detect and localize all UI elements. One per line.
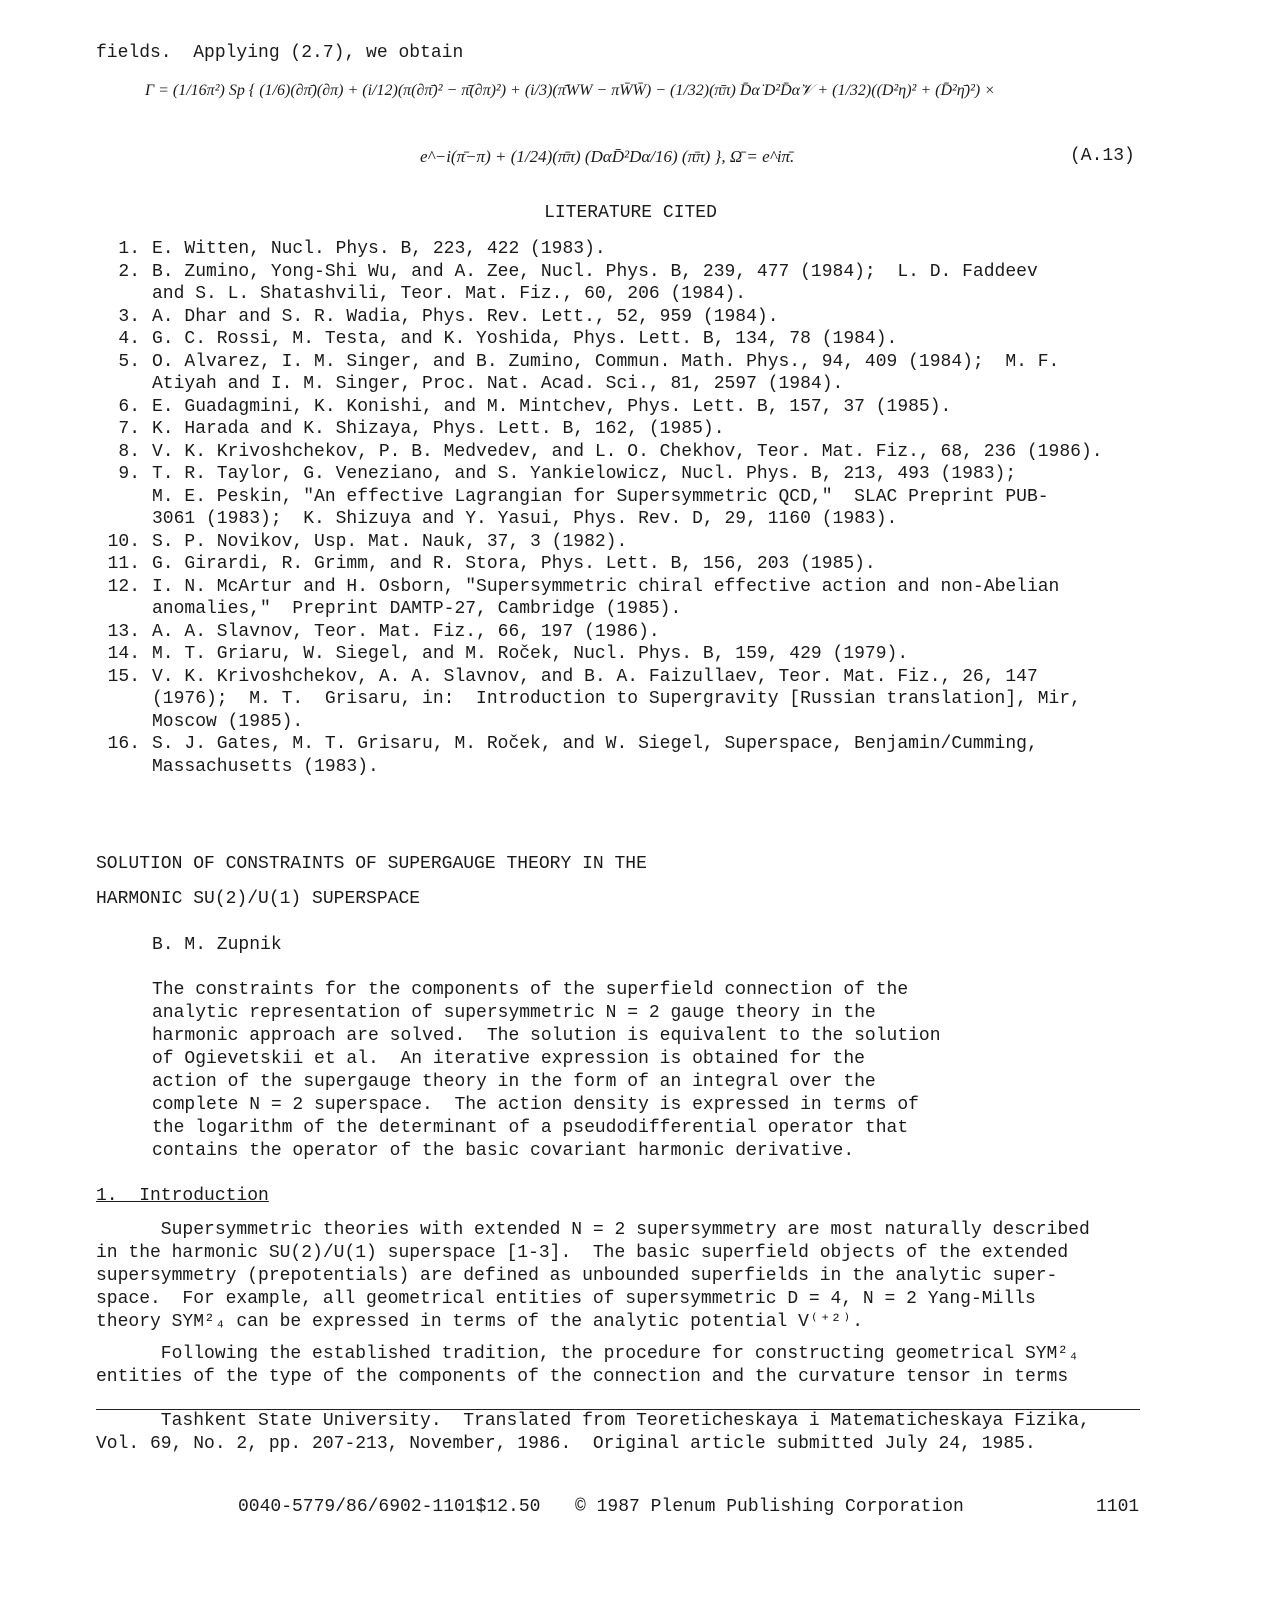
- reference-item: [100, 306, 1160, 329]
- reference-text: A. Dhar and S. R. Wadia, Phys. Rev. Lett., 52, 959 (1984).: [152, 306, 779, 327]
- reference-number: 13.: [107, 621, 140, 642]
- reference-item: [100, 531, 1160, 554]
- reference-item: [100, 238, 1160, 261]
- intro-paragraph-2: Following the established tradition, the procedure for constructing geometrical SYM²₄ entities of the type of the components of the connection and the curvature tensor in terms: [96, 1344, 1079, 1387]
- reference-text: E. Guadagmini, K. Konishi, and M. Mintchev, Phys. Lett. B, 157, 37 (1985).: [152, 396, 952, 417]
- reference-number: 14.: [107, 644, 140, 664]
- reference-text: K. Harada and K. Shizaya, Phys. Lett. B, 162, (1985).: [152, 419, 725, 439]
- reference-number: 6.: [118, 396, 140, 417]
- reference-text: V. K. Krivoshchekov, A. A. Slavnov, and B. A. Faizullaev, Teor. Mat. Fiz., 26, 147 (1976); M. T. Grisaru, in: Introduction to Supergravity [Russian translation], Mir, Moscow (1985).: [152, 666, 1081, 732]
- abstract: The constraints for the components of the superfield connection of the analytic representation of supersymmetric N = 2 gauge theory in the harmonic approach are solved. The solution is equivalent to the solution of Ogievetskii et al. An iterative expression is obtained for the action of the supergauge theory in the form of an integral over the complete N = 2 superspace. The action density is expressed in terms of the logarithm of the determinant of a pseudodifferential operator that contains the operator of the basic covariant harmonic derivative.: [152, 980, 941, 1161]
- reference-number: 8.: [118, 441, 140, 462]
- article-title-line-1: SOLUTION OF CONSTRAINTS OF SUPERGAUGE THEORY IN THE: [96, 854, 647, 874]
- reference-list: [100, 238, 1160, 778]
- reference-item: [100, 418, 1160, 441]
- reference-text: B. Zumino, Yong-Shi Wu, and A. Zee, Nucl. Phys. B, 239, 477 (1984); L. D. Faddeev and S. L. Shatashvili, Teor. Mat. Fiz., 60, 206 (1984).: [152, 261, 1038, 304]
- reference-text: G. C. Rossi, M. Testa, and K. Yoshida, Phys. Lett. B, 134, 78 (1984).: [152, 329, 898, 349]
- reference-item: [100, 553, 1160, 576]
- literature-heading: LITERATURE CITED: [544, 203, 717, 223]
- reference-text: T. R. Taylor, G. Veneziano, and S. Yankielowicz, Nucl. Phys. B, 213, 493 (1983); M. E. Peskin, "An effective Lagrangian for Supersymmetric QCD," SLAC Preprint PUB- 3061 (1983); K. Shizuya and Y. Yasui, Phys. Rev. D, 29, 1160 (1983).: [152, 464, 1049, 529]
- reference-item: [100, 733, 1160, 778]
- footer-copyright: © 1987 Plenum Publishing Corporation: [575, 1497, 964, 1517]
- page-number: 1101: [1096, 1497, 1140, 1517]
- reference-number: 11.: [107, 554, 140, 574]
- reference-text: V. K. Krivoshchekov, P. B. Medvedev, and L. O. Chekhov, Teor. Mat. Fiz., 68, 236 (1986).: [152, 441, 1103, 462]
- reference-text: S. J. Gates, M. T. Grisaru, M. Roček, and W. Siegel, Superspace, Benjamin/Cumming, Massachusetts (1983).: [152, 734, 1038, 777]
- reference-text: S. P. Novikov, Usp. Mat. Nauk, 37, 3 (1982).: [152, 531, 628, 552]
- reference-number: 12.: [107, 576, 140, 597]
- continuation-text: fields. Applying (2.7), we obtain: [96, 43, 464, 63]
- reference-number: 9.: [118, 464, 140, 484]
- reference-item: [100, 261, 1160, 306]
- reference-item: [100, 643, 1160, 666]
- reference-text: A. A. Slavnov, Teor. Mat. Fiz., 66, 197 (1986).: [152, 621, 660, 642]
- reference-number: 3.: [118, 306, 140, 327]
- reference-number: 5.: [118, 351, 140, 372]
- footer-code: 0040-5779/86/6902-1101$12.50: [238, 1497, 541, 1517]
- reference-item: [100, 351, 1160, 396]
- reference-item: [100, 576, 1160, 621]
- reference-number: 10.: [107, 531, 140, 552]
- reference-number: 7.: [118, 419, 140, 439]
- reference-text: G. Girardi, R. Grimm, and R. Stora, Phys. Lett. B, 156, 203 (1985).: [152, 554, 876, 574]
- reference-text: E. Witten, Nucl. Phys. B, 223, 422 (1983).: [152, 239, 606, 259]
- footnote: Tashkent State University. Translated from Teoreticheskaya i Matematicheskaya Fizika, Vol. 69, No. 2, pp. 207-213, November, 1986. Original article submitted July 24, 1985.: [96, 1411, 1090, 1454]
- reference-item: [100, 396, 1160, 419]
- equation-line-1: Γ = (1/16π²) Sp { (1/6)(∂π̄)(∂π) + (i/12)(π(∂π̄)² − π̄(∂π)²) + (i/3)(π̄WW − πW̄W̄) − (1/32)(π̄π) D̄α̇ D²D̄α̇𝒱 + (1/32)((D²η)² + (D̄²η̄)²) ×: [145, 82, 995, 99]
- reference-item: [100, 666, 1160, 734]
- reference-number: 15.: [107, 666, 140, 687]
- equation-number: (A.13): [1070, 146, 1135, 166]
- intro-paragraph-1: Supersymmetric theories with extended N = 2 supersymmetry are most naturally described in the harmonic SU(2)/U(1) superspace [1-3]. The basic superfield objects of the extended supersymmetry (prepotentials) are defined as unbounded superfields in the analytic super- space. For example, all geometrical entities of supersymmetric D = 4, N = 2 Yang-Mills theory SYM²₄ can be expressed in terms of the analytic potential V⁽⁺²⁾.: [96, 1220, 1090, 1332]
- author: B. M. Zupnik: [152, 935, 282, 955]
- reference-text: M. T. Griaru, W. Siegel, and M. Roček, Nucl. Phys. B, 159, 429 (1979).: [152, 644, 909, 664]
- reference-text: O. Alvarez, I. M. Singer, and B. Zumino, Commun. Math. Phys., 94, 409 (1984); M. F. Atiyah and I. M. Singer, Proc. Nat. Acad. Sci., 81, 2597 (1984).: [152, 351, 1060, 394]
- equation-line-2: e^−i(π̄−π) + (1/24)(π̄π) (DαD̄²Dα/16) (π̄π) }, Ω̄ = e^iπ̄.: [420, 147, 795, 166]
- section-heading: 1. Introduction: [96, 1186, 269, 1206]
- reference-item: [100, 441, 1160, 464]
- article-title-line-2: HARMONIC SU(2)/U(1) SUPERSPACE: [96, 889, 421, 909]
- reference-number: 2.: [118, 261, 140, 282]
- reference-number: 16.: [107, 734, 140, 754]
- reference-text: I. N. McArtur and H. Osborn, "Supersymmetric chiral effective action and non-Abelian anomalies," Preprint DAMTP-27, Cambridge (1985).: [152, 576, 1060, 619]
- reference-item: [100, 463, 1160, 531]
- reference-number: 4.: [118, 329, 140, 349]
- reference-number: 1.: [118, 239, 140, 259]
- reference-item: [100, 621, 1160, 644]
- reference-item: [100, 328, 1160, 351]
